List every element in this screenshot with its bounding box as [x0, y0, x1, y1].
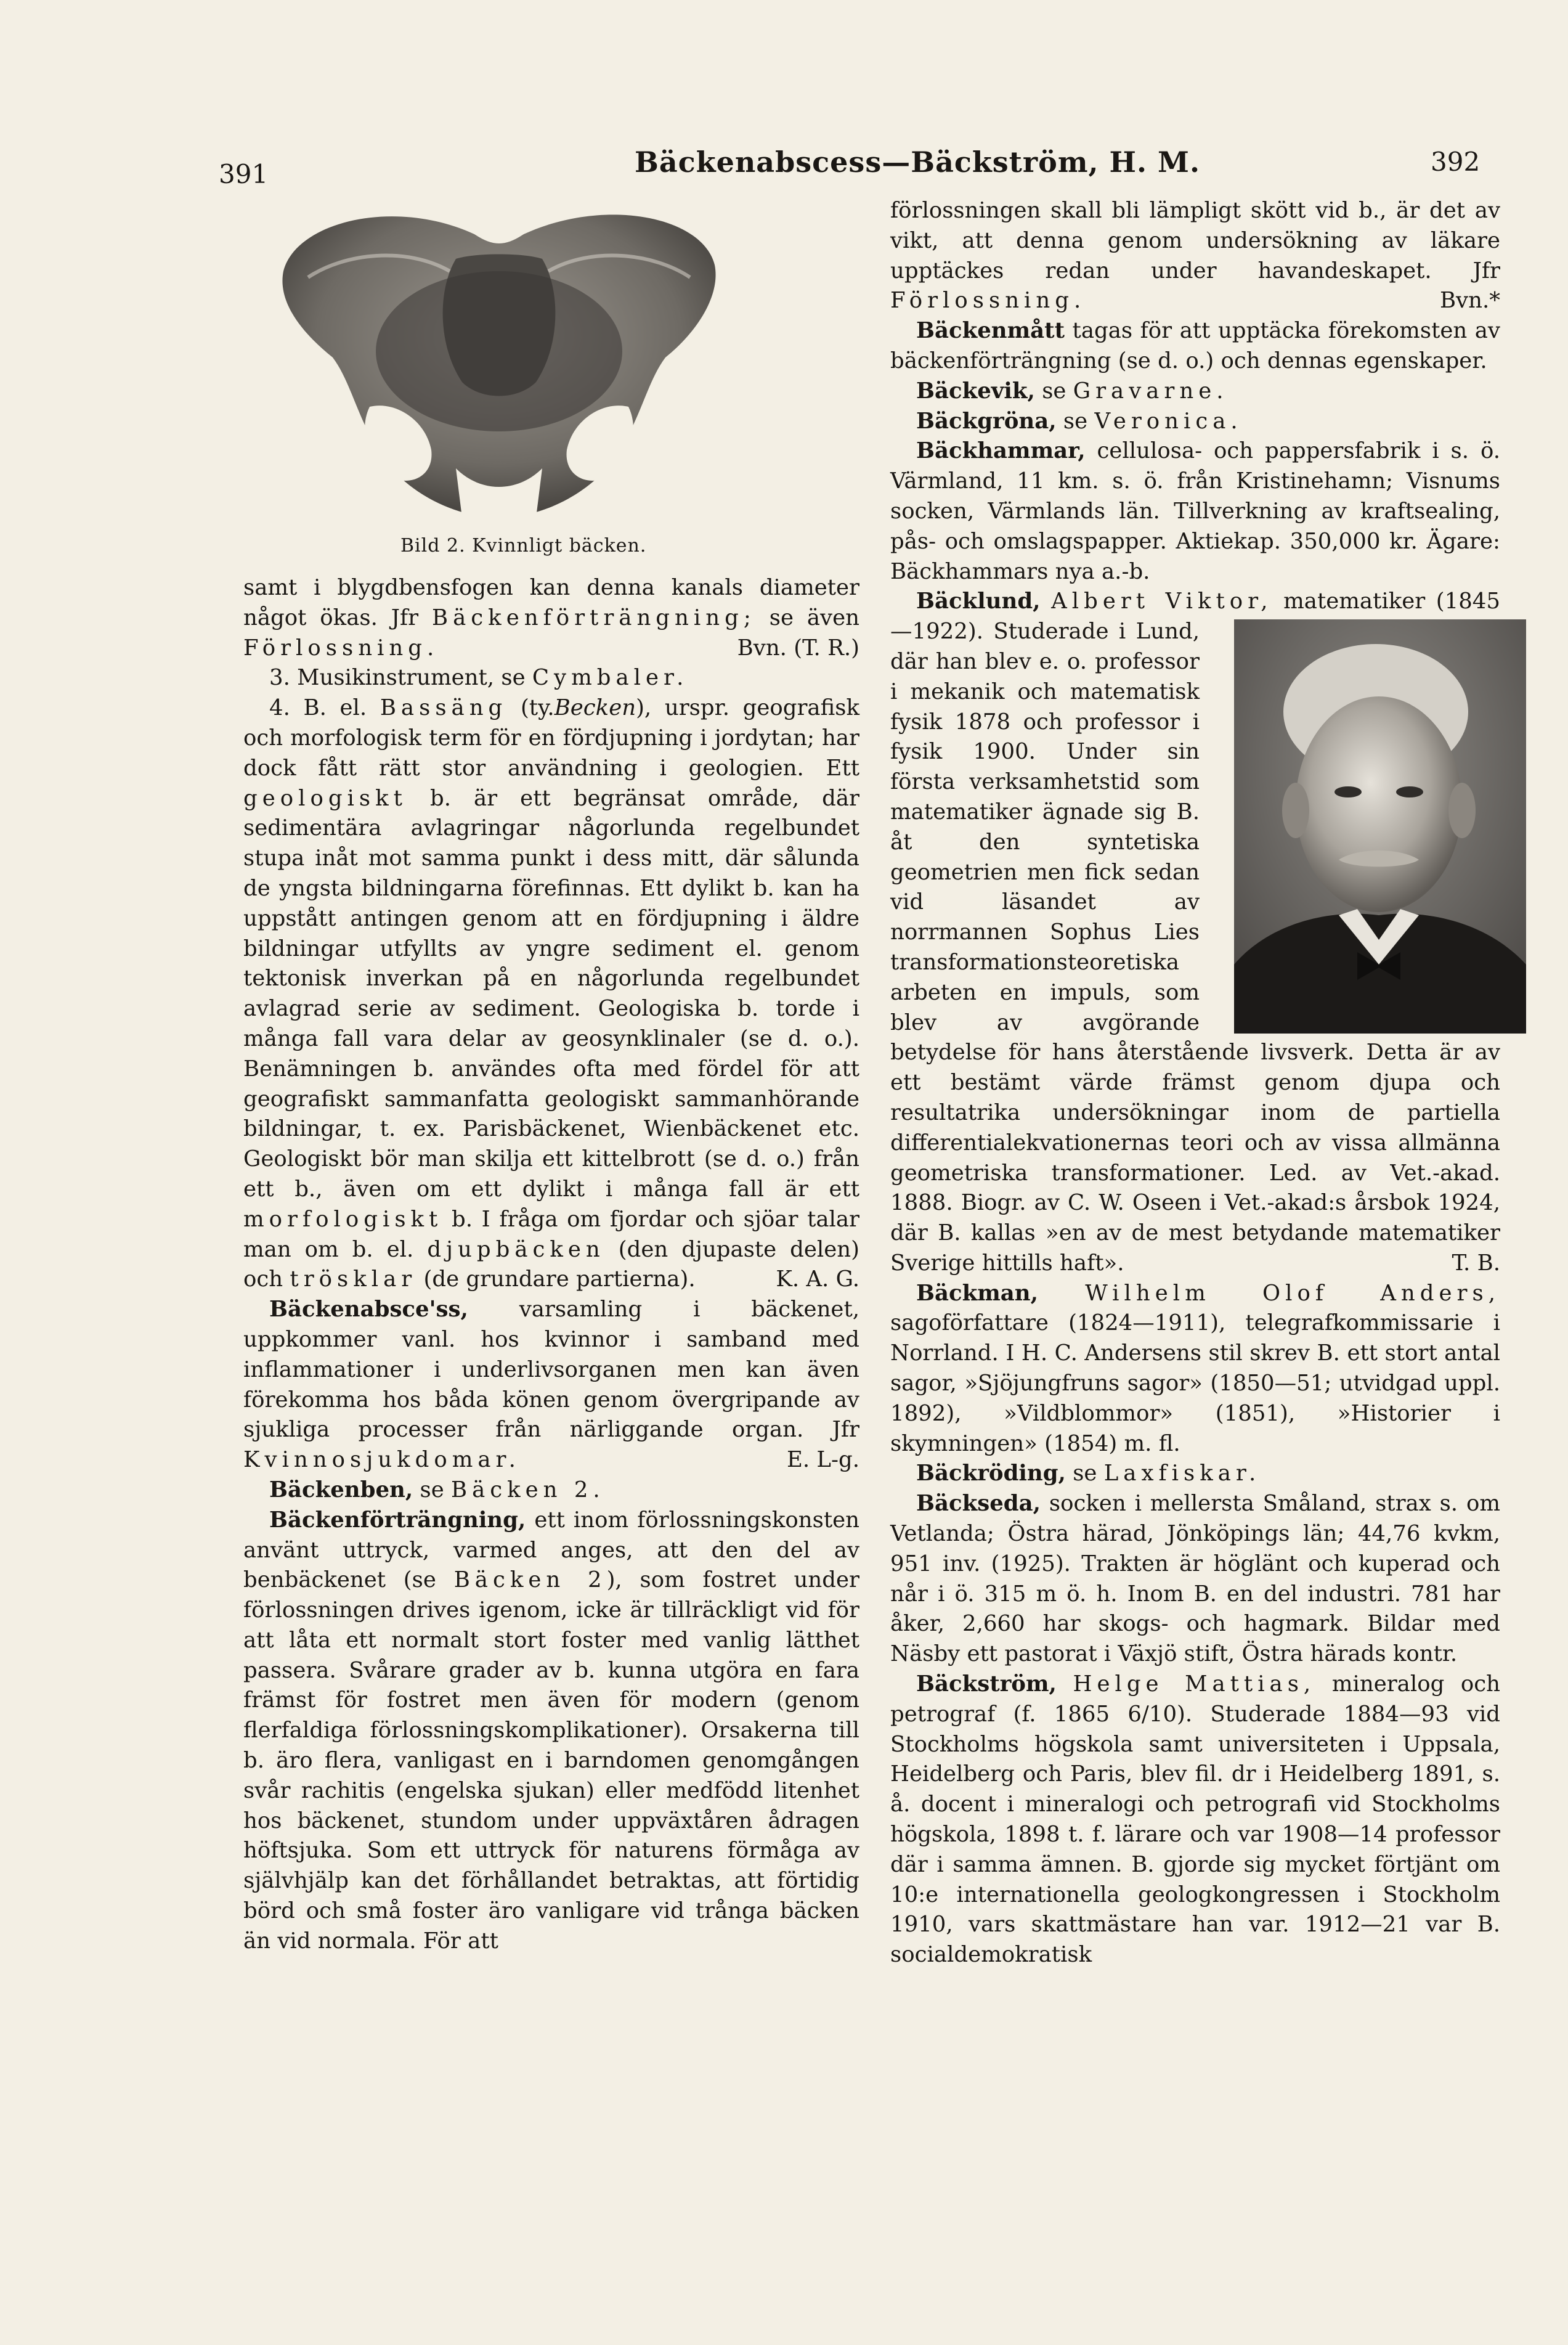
cross-reference: Bäckenförträngning; — [432, 605, 756, 630]
spaced-term: morfologiskt — [243, 1206, 443, 1232]
headword: Bäckenmått — [916, 318, 1065, 344]
cross-reference: Förlossning. — [890, 288, 1086, 314]
left-column — [243, 573, 859, 1957]
spaced-term: djupbäcken — [427, 1236, 605, 1262]
spaced-term: Wilhelm Olof Anders, — [1085, 1280, 1500, 1306]
headword: Bäckenabsce'ss, — [269, 1297, 468, 1323]
pelvis-image — [271, 197, 727, 530]
running-title: Bäckenabscess—Bäckström, H. M. — [635, 145, 1200, 179]
spaced-term: geologiskt — [243, 785, 407, 811]
headword: Bäckgröna, — [916, 408, 1057, 434]
text: se — [420, 1477, 444, 1503]
text: förlossningen skall bli lämpligt skött vid b., är det av vikt, att denna genom undersökning av läkare upptäckes redan under havandeskapet. Jfr — [890, 198, 1500, 283]
entry-backgrona — [890, 407, 1500, 437]
text: (ty. — [520, 695, 554, 721]
headword: Bäckhammar, — [916, 438, 1086, 464]
headword: Bäckenförträngning, — [269, 1507, 526, 1533]
headword: Bäckevik, — [916, 378, 1035, 404]
cross-reference: Cymbaler. — [532, 665, 689, 691]
signature: T. B. — [1452, 1250, 1500, 1276]
cross-reference: Gravarne. — [1073, 378, 1229, 404]
signature: E. L-g. — [786, 1447, 859, 1473]
signature: K. A. G. — [776, 1266, 859, 1292]
paragraph-backen-3 — [243, 663, 859, 693]
headword: Bäckröding, — [916, 1461, 1066, 1487]
paragraph-backen-2-end — [243, 573, 859, 663]
headword: Bäckman, — [916, 1280, 1038, 1306]
cross-reference: Bäcken 2 — [453, 1567, 607, 1593]
signature: Bvn.* — [1439, 288, 1500, 314]
text: se — [1063, 408, 1088, 434]
text: sagoförfattare (1824—1911), telegrafkommissarie i Norrland. I H. C. Andersens stil skrev B. ett stort antal sagor, »Sjöjungfruns sagor» (1850—51; utvidgad uppl. 1892), »Vildblommor» (1851), »Historier i skymningen» (1854) m. fl. — [890, 1310, 1500, 1456]
entry-backhammar — [890, 436, 1500, 587]
cross-reference: Bäcken 2. — [451, 1477, 605, 1503]
figure-caption: Bild 2. Kvinnligt bäcken. — [400, 535, 647, 557]
entry-backenmatt — [890, 316, 1500, 377]
entry-backenforträngning — [243, 1506, 859, 1957]
page-number-right: 392 — [1431, 147, 1481, 177]
text: (de grundare partierna). — [423, 1266, 696, 1292]
entry-backenabscess — [243, 1295, 859, 1475]
entry-backseda — [890, 1489, 1500, 1670]
spaced-term: Albert Viktor, — [1051, 589, 1273, 614]
text: mineralog och petrograf (f. 1865 — [890, 1671, 1500, 1727]
text: samt i blygdbensfogen kan denna kanals diameter något ökas. Jfr — [243, 575, 859, 630]
headword: Bäcklund, — [916, 589, 1041, 614]
page-header — [0, 141, 1568, 190]
spaced-term: Helge Mattias, — [1073, 1671, 1316, 1697]
paragraph-continued — [890, 196, 1500, 316]
text: matematiker (1845—1922). Studerade i Lund, där han blev e. o. professor i mekanik och matematisk fysik 1878 och professor i fysik 1900. Under sin första verksamhetstid som matematiker ägnade sig B. åt den syntetiska geometrien men fick sedan vid läsandet av norrmannen Sophus Lies transformationsteoretiska arbeten en impuls, som blev av avgörande betydelse för hans återstående livsverk. Detta är av ett bestämt värde främst genom djupa och resultatrika undersökningar inom de partiella differentialekvationernas teori och av vissa allmänna geometriska transformationer. Led. av Vet.-akad. 1888. Biogr. av C. W. Oseen i Vet.-akad:s årsbok 1924, där B. kallas »en av de mest betydande matematiker Sverige hittills haft». — [890, 589, 1500, 1276]
text: varsamling i bäckenet, uppkommer vanl. hos kvinnor i samband med inflammationer i underlivsorganen men kan även förekomma hos båda könen genom övergripande av sjukliga processer från närliggande organ. Jfr — [243, 1297, 859, 1443]
text: b. I fråga om fjordar och sjöar talar man om b. el. — [243, 1206, 859, 1262]
entry-backroding — [890, 1459, 1500, 1489]
entry-backenben — [243, 1475, 859, 1506]
headword: Bäckseda, — [916, 1491, 1041, 1517]
cross-reference: Laxfiskar. — [1103, 1461, 1261, 1487]
spaced-term: Bassäng — [380, 695, 508, 721]
page-number-left: 391 — [219, 159, 269, 189]
paragraph-backen-4 — [243, 693, 859, 1295]
cross-reference: Förlossning. — [243, 635, 439, 661]
text: b. är ett begränsat område, där sedimentära avlagringar någorlunda regelbundet stupa inåt mot samma punkt i dess mitt, där sålunda de yngsta bildningarna förefinnas. Ett dylikt b. kan ha uppstått antingen genom att en fördjupning i äldre bildningar utfyllts av yngre sediment el. genom tektonisk inverkan på en någorlunda regelbundet avlagrad serie av sediment. Geologiska b. torde i många fall vara delar av geosynklinaler (se d. o.). Benämningen b. användes ofta med fördel för att geografiskt sammanfatta geologiskt sammanhörande bildningar, t. ex. Parisbäckenet, Wienbäckenet etc. Geologiskt bör man skilja ett kittelbrott (se d. o.) från ett b., även om ett dylikt i många fall är ett — [243, 785, 859, 1202]
text: socken i mellersta Småland, strax s. om Vetlanda; Östra härad, Jönköpings län; 44,76 kvkm, 951 inv. (1925). Trakten är höglänt och kuperad och når i ö. 315 m ö. h. Inom B. en del industri. 781 har åker, 2,660 har skogs- och hagmark. Bildar med Näsby ett pastorat i Växjö stift, Östra härads kontr. — [890, 1491, 1500, 1667]
entry-backevik — [890, 377, 1500, 407]
cross-reference: Veronica. — [1094, 408, 1243, 434]
text: tagas för att upptäcka förekomsten av bäckenförträngning (se d. o.) och dennas egenskaper. — [890, 318, 1500, 373]
text: ett inom förlossningskonsten använt uttryck, varmed anges, att den del av benbäckenet (se — [243, 1507, 859, 1593]
entry-backstrom — [890, 1670, 1500, 1970]
pelvis-illustration — [271, 197, 727, 549]
text: 3. Musikinstrument, se — [269, 665, 526, 691]
text: ). Studerade 1884—93 vid Stockholms högskola samt universiteten i Uppsala, Heidelberg och Paris, blev fil. dr i Heidelberg 1891, s. å. docent i mineralogi och petrografi vid Stockholms högskola, 1898 t. f. lärare och var 1908—14 professor där i samma ämnen. B. gjorde sig mycket förtjänt om 10:e internationella geologkongressen i Stockholm 1910, vars skattmästare han var. 1912—21 var B. socialdemokratisk — [890, 1701, 1500, 1968]
cross-reference: Kvinnosjukdomar. — [243, 1447, 521, 1473]
text: ), som fostret under förlossningen drives igenom, icke är tillräckligt vid för att låta ett normalt stort foster med vanlig lätthet passera. Svårare grader av b. kunna utgöra en fara främst för fostret men även för modern (genom flerfaldiga förlossningskomplikationer). Orsakerna till b. äro flera, vanligast en i barndomen genomgången svår rachitis (engelska sjukan) eller medfödd litenhet hos bäckenet, stundom under uppväxtåren ådragen höftsjuka. Som ett uttryck för naturens förmåga av självhjälp kan det förhållandet betraktas, att förtidig börd och små foster äro vanligare vid trånga bäcken än vid normala. För att — [243, 1567, 859, 1954]
headword: Bäckenben, — [269, 1477, 413, 1503]
headword: Bäckström, — [916, 1671, 1057, 1697]
text: (den djupaste delen) och — [243, 1236, 859, 1292]
italic-term: Becken — [554, 695, 636, 721]
text: ), urspr. geografisk och morfologisk term för en fördjupning i jordytan; har dock fått rätt stor användning i geologien. Ett — [243, 695, 859, 781]
text: se — [1073, 1461, 1097, 1487]
text: se även — [769, 605, 859, 630]
text: 4. B. el. — [269, 695, 367, 721]
entry-backlund — [890, 587, 1500, 1278]
spaced-term: trösklar — [290, 1266, 417, 1292]
portrait-photo — [1208, 619, 1500, 1034]
portrait-image — [1234, 619, 1526, 1034]
date-fraction: 6/10 — [1127, 1701, 1177, 1727]
right-column — [890, 196, 1500, 1970]
text: se — [1042, 378, 1066, 404]
signature: Bvn. (T. R.) — [737, 635, 859, 661]
text: cellulosa- och pappersfabrik i s. ö. Värmland, 11 km. s. ö. från Kristinehamn; Visnums socken, Värmlands län. Tillverkning av kraftsealing, pås- och omslagspapper. Aktiekap. 350,000 kr. Ägare: Bäckhammars nya a.-b. — [890, 438, 1500, 584]
entry-backman — [890, 1279, 1500, 1459]
